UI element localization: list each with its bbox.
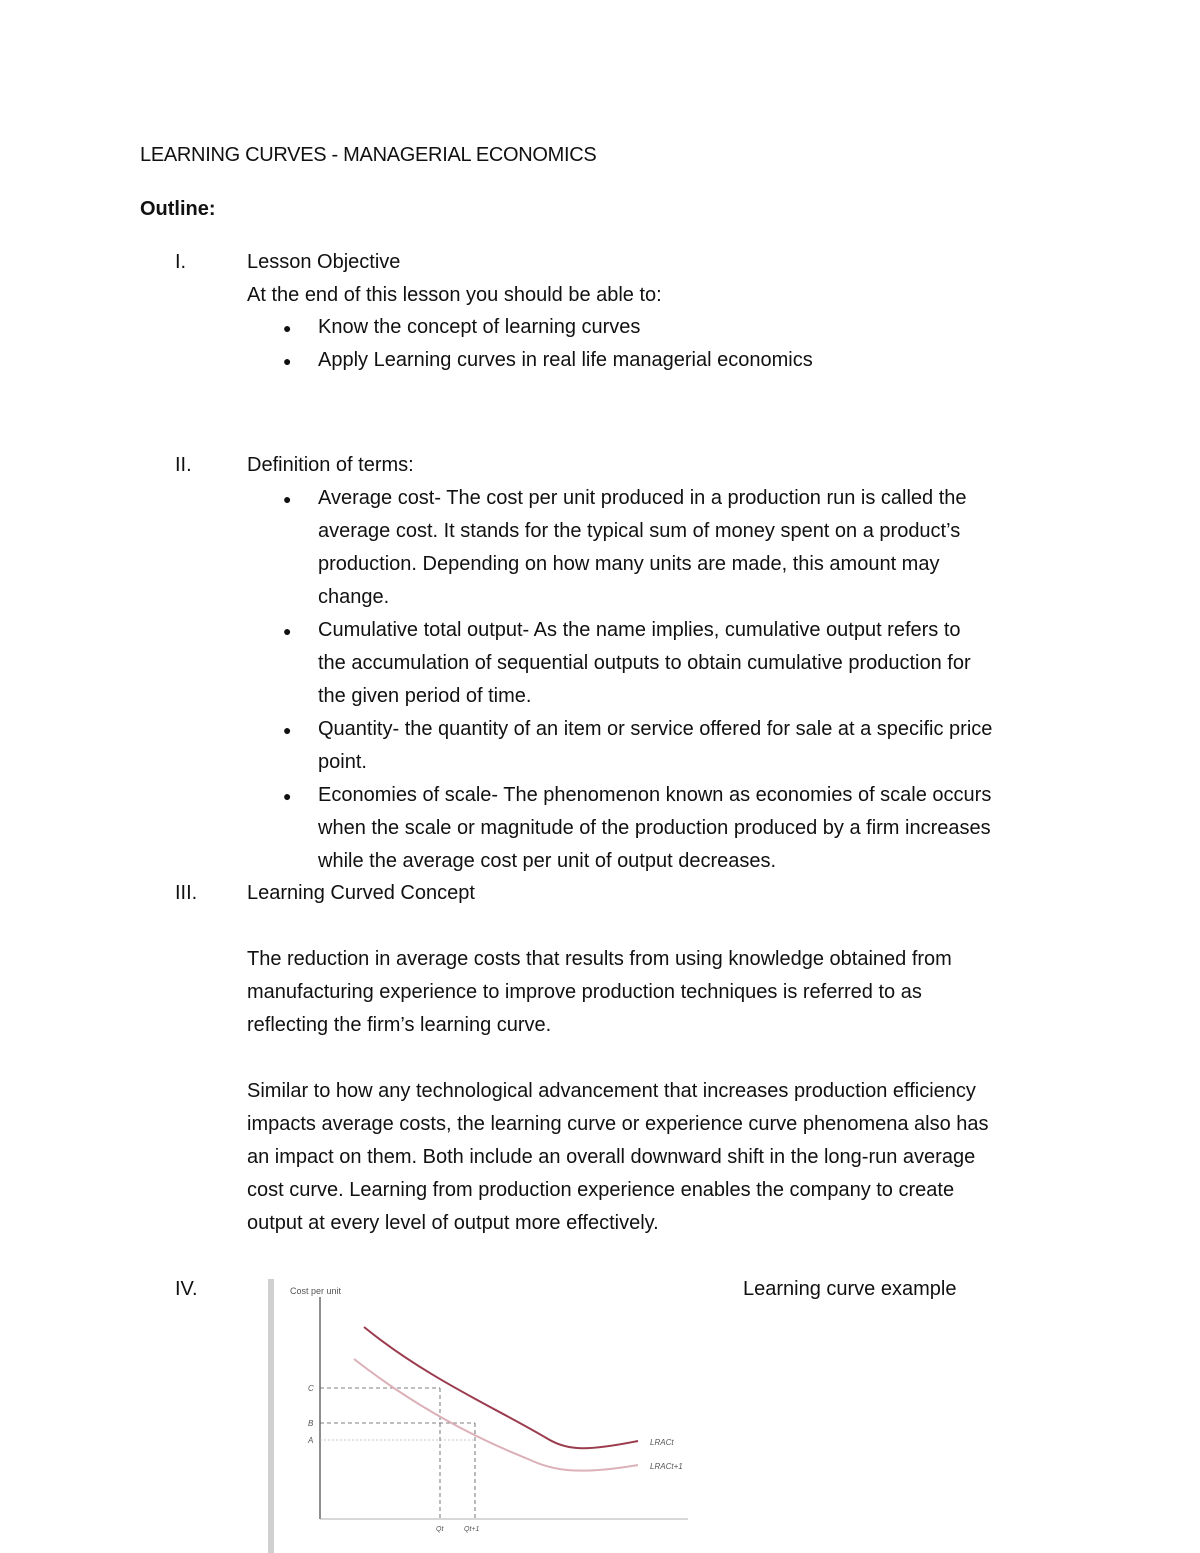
section-heading: Learning Curved Concept (247, 882, 475, 904)
paragraph-line: output at every level of output more effectively. (247, 1212, 659, 1234)
list-item-line: Cumulative total output- As the name implies, cumulative output refers to (318, 619, 961, 641)
list-item-line: the accumulation of sequential outputs to obtain cumulative production for (318, 652, 971, 674)
list-item: Know the concept of learning curves (318, 316, 641, 338)
list-item-line: point. (318, 751, 367, 773)
section-heading: Lesson Objective (247, 251, 401, 273)
paragraph-line: cost curve. Learning from production experience enables the company to create (247, 1179, 955, 1201)
list-item-line: production. Depending on how many units are made, this amount may (318, 553, 940, 575)
bullet-icon: ● (283, 353, 292, 369)
section-numeral: III. (175, 882, 198, 904)
list-item-line: Quantity- the quantity of an item or service offered for sale at a specific price (318, 718, 993, 740)
y-tick-label: B (308, 1419, 314, 1428)
paragraph-line: an impact on them. Both include an overall downward shift in the long-run average (247, 1146, 976, 1168)
bullet-icon: ● (283, 623, 292, 639)
bullet-icon: ● (283, 491, 292, 507)
document-title: LEARNING CURVES - MANAGERIAL ECONOMICS (140, 144, 597, 166)
outline-label: Outline: (140, 198, 216, 220)
section-numeral: I. (175, 251, 187, 273)
paragraph-line: The reduction in average costs that results from using knowledge obtained from (247, 948, 952, 970)
y-axis-label: Cost per unit (290, 1286, 342, 1296)
section-numeral: II. (175, 454, 192, 476)
list-item-line: while the average cost per unit of output decreases. (318, 850, 777, 872)
list-item-line: change. (318, 586, 390, 608)
bullet-icon: ● (283, 320, 292, 336)
x-tick-label: Qt+1 (464, 1526, 480, 1533)
list-item-line: Economies of scale- The phenomenon known as economies of scale occurs (318, 784, 992, 806)
section-numeral: IV. (175, 1278, 198, 1300)
x-tick-label: Qt (436, 1526, 444, 1533)
bullet-icon: ● (283, 788, 292, 804)
curve-label: LRACt+1 (650, 1462, 683, 1471)
list-item-line: the given period of time. (318, 685, 532, 707)
bullet-icon: ● (283, 722, 292, 738)
learning-curve-figure (268, 1279, 700, 1553)
list-item-line: Average cost- The cost per unit produced in a production run is called the (318, 487, 967, 509)
y-tick-label: A (308, 1436, 314, 1445)
list-item-line: average cost. It stands for the typical sum of money spent on a product’s (318, 520, 961, 542)
paragraph-line: impacts average costs, the learning curve or experience curve phenomena also has (247, 1113, 989, 1135)
paragraph-line: manufacturing experience to improve production techniques is referred to as (247, 981, 922, 1003)
curve-lrac-t1 (354, 1359, 638, 1471)
section-intro: At the end of this lesson you should be able to: (247, 284, 662, 306)
curve-label: LRACt (650, 1438, 674, 1447)
section-heading: Definition of terms: (247, 454, 414, 476)
list-item: Apply Learning curves in real life managerial economics (318, 349, 813, 371)
y-tick-label: C (308, 1384, 314, 1393)
list-item-line: when the scale or magnitude of the production produced by a firm increases (318, 817, 991, 839)
paragraph-line: reflecting the firm’s learning curve. (247, 1014, 552, 1036)
figure-caption: Learning curve example (743, 1278, 957, 1300)
paragraph-line: Similar to how any technological advancement that increases production efficiency (247, 1080, 976, 1102)
